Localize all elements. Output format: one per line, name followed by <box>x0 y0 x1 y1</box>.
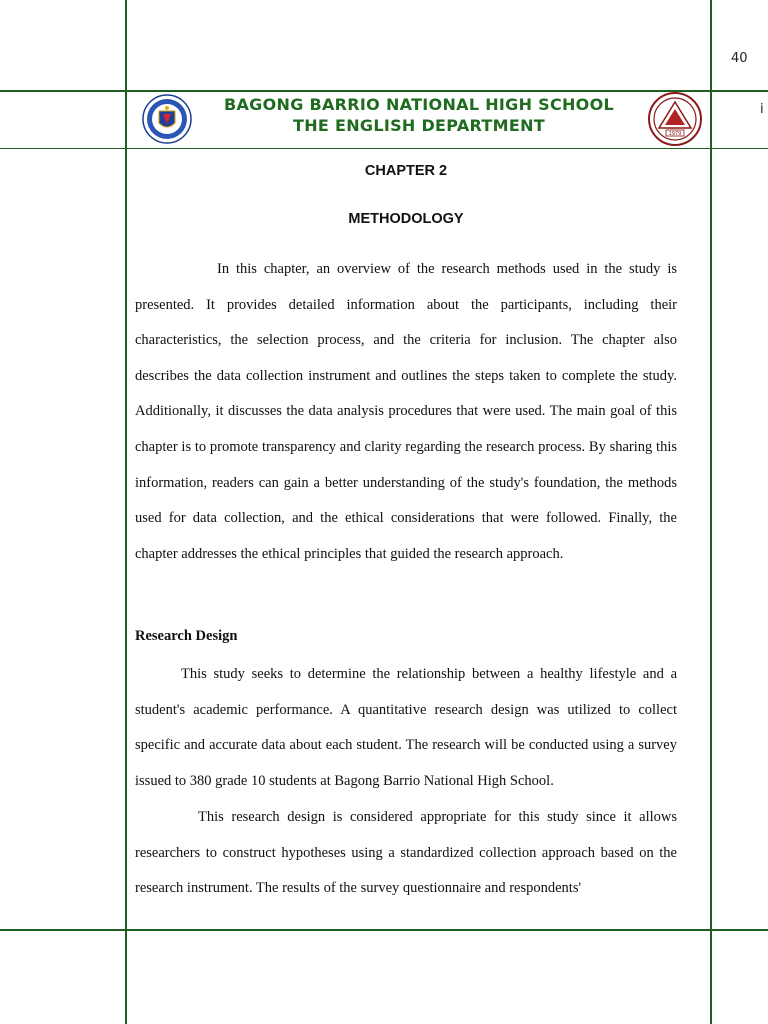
deped-seal-icon <box>137 94 197 144</box>
intro-paragraph: In this chapter, an overview of the research methods used in the study is presented. It provides detailed information about the participants, including their characteristics, the selection process, and the criteria for inclusion. The chapter also describes the data collection instrument and outlines the steps taken to complete the study. Additionally, it discusses the data analysis procedures that were used. The main goal of this chapter is to promote transparency and clarity regarding the research process. By sharing this information, readers can gain a better understanding of the study's foundation, the methods used for data collection, and the ethical considerations that were followed. Finally, the chapter addresses the ethical principles that guided the research approach. <box>135 261 677 562</box>
header-bottom-rule <box>0 148 768 149</box>
side-mark: i <box>760 102 764 117</box>
school-name: BAGONG BARRIO NATIONAL HIGH SCHOOL <box>224 95 614 114</box>
svg-text:1979: 1979 <box>668 131 682 137</box>
research-design-paragraph-2: This research design is considered appropriate for this study since it allows researchers to construct hypotheses using a standardized collection approach based on the research instrument. The results of the survey questionnaire and respondents' <box>135 809 677 897</box>
research-design-heading: Research Design <box>135 628 238 644</box>
school-seal-icon <box>642 92 708 146</box>
chapter-title: METHODOLOGY <box>348 211 464 227</box>
department-name: THE ENGLISH DEPARTMENT <box>292 116 545 135</box>
research-design-paragraph-2-container <box>135 800 677 911</box>
page-number: 40 <box>731 51 748 66</box>
left-margin-rule <box>125 0 127 1024</box>
chapter-label: CHAPTER 2 <box>364 163 448 179</box>
school-header <box>200 94 638 136</box>
research-design-paragraph-1: This study seeks to determine the relationship between a healthy lifestyle and a student's academic performance. A quantitative research design was utilized to collect specific and accurate data about each student. The research will be conducted using a survey issued to 380 grade 10 students at Bagong Barrio National High School. <box>135 666 677 789</box>
footer-rule <box>0 929 768 931</box>
right-margin-rule <box>710 0 712 1024</box>
